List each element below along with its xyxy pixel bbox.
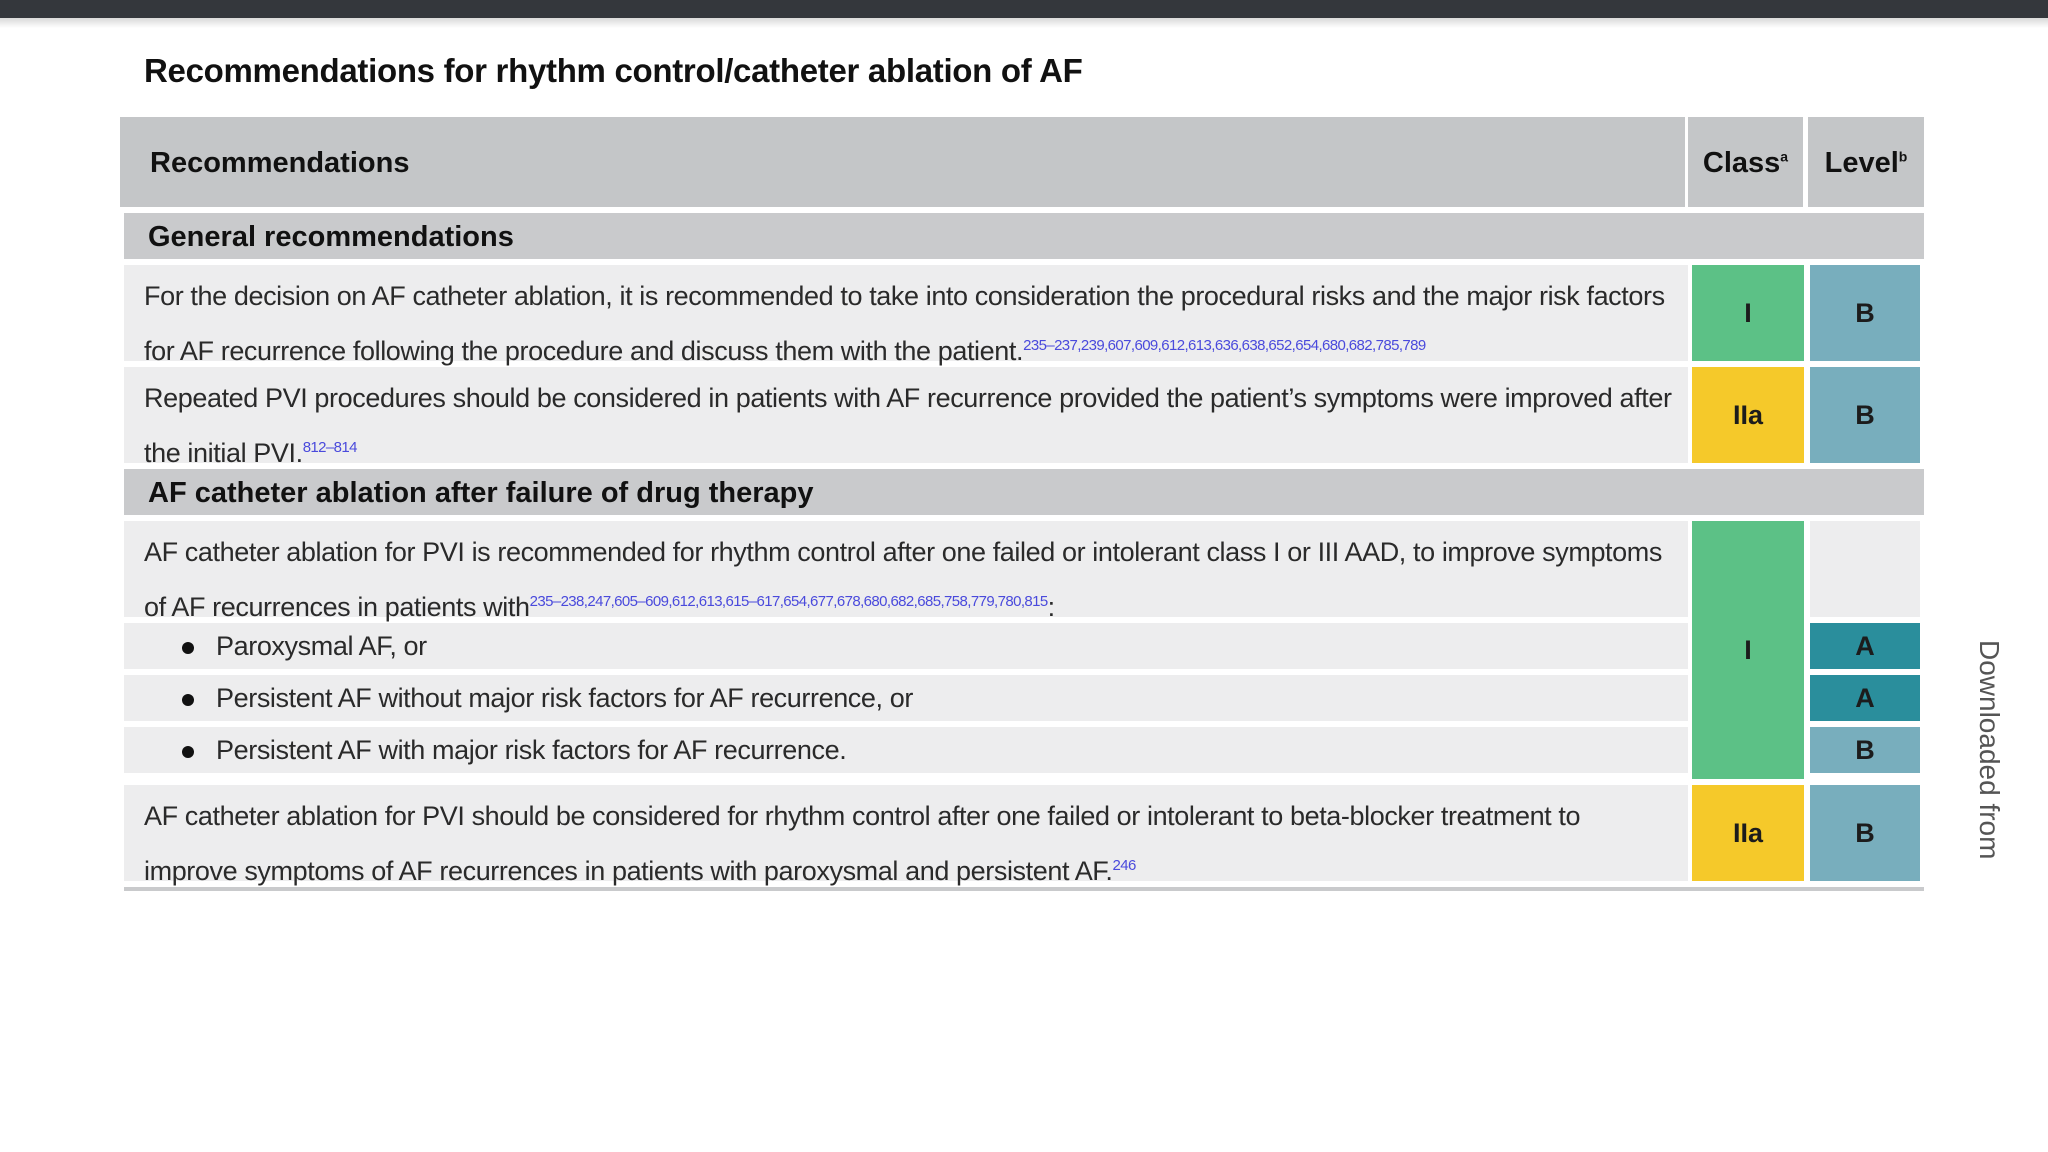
- header-recommendations: Recommendations: [150, 147, 410, 179]
- bullet-cell: [124, 675, 1688, 721]
- class-badge: IIa: [1692, 785, 1804, 881]
- section-ablation-after-drug-failure: [124, 469, 1924, 515]
- section-title: General recommendations: [148, 221, 514, 253]
- table-row: [120, 367, 1924, 468]
- bullet-dot: [182, 694, 194, 706]
- header-recommendations-cell: [120, 117, 1685, 207]
- section-title: AF catheter ablation after failure of drug therapy: [148, 477, 814, 509]
- reference-superscript[interactable]: 235–237,239,607,609,612,613,636,638,652,654,680,682,785,789: [1023, 337, 1426, 354]
- header-level-label: Level: [1824, 147, 1899, 179]
- class-badge: I: [1692, 265, 1804, 361]
- header-level-cell: [1808, 117, 1924, 207]
- level-badge: B: [1810, 785, 1920, 881]
- top-bar-shadow: [0, 18, 2048, 28]
- list-item: [120, 675, 1924, 721]
- download-watermark: Downloaded from: [1974, 640, 2005, 860]
- table-header: [120, 117, 1924, 207]
- table-bottom-rule: [124, 887, 1924, 891]
- top-bar: [0, 0, 2048, 18]
- level-empty-cell: [1810, 521, 1920, 617]
- table-row: [120, 521, 1924, 622]
- recommendation-trailing: :: [1047, 592, 1055, 622]
- table-row: [120, 265, 1924, 366]
- header-class-label: Class: [1702, 147, 1781, 179]
- recommendation-text-cell: [124, 265, 1688, 366]
- bullet-text: Persistent AF without major risk factors for AF recurrence, or: [216, 683, 913, 713]
- list-item: [120, 623, 1924, 669]
- level-badge: A: [1810, 623, 1920, 669]
- level-badge: B: [1810, 265, 1920, 361]
- recommendation-body: For the decision on AF catheter ablation, it is recommended to take into consideration the procedural risks and the major risk factors for AF recurrence following the procedure and discuss them with the patient.: [144, 281, 1665, 366]
- bullet-text: Paroxysmal AF, or: [216, 631, 427, 661]
- recommendation-body: Repeated PVI procedures should be considered in patients with AF recurrence provided the patient’s symptoms were improved after the initial PVI.: [144, 383, 1672, 468]
- level-badge: B: [1810, 727, 1920, 773]
- header-class-footnote: a: [1780, 148, 1789, 165]
- bullet-cell: [124, 727, 1688, 773]
- header-class-cell: [1688, 117, 1803, 207]
- bullet-dot: [182, 642, 194, 654]
- recommendation-text-cell: [124, 521, 1688, 622]
- recommendation-text: [144, 373, 1680, 478]
- recommendation-text: [144, 527, 1680, 632]
- table-title: Recommendations for rhythm control/catheter ablation of AF: [144, 52, 1083, 89]
- recommendation-text-cell: [124, 785, 1688, 886]
- level-badge: A: [1810, 675, 1920, 721]
- level-badge: B: [1810, 367, 1920, 463]
- recommendation-text-cell: [124, 367, 1688, 468]
- class-badge: I: [1692, 521, 1804, 779]
- reference-superscript[interactable]: 246: [1112, 857, 1136, 874]
- recommendation-text: [144, 271, 1680, 376]
- header-class: [1688, 147, 1803, 180]
- list-item: [120, 727, 1924, 773]
- recommendation-body: AF catheter ablation for PVI is recommended for rhythm control after one failed or intolerant class I or III AAD, to improve symptoms of AF recurrences in patients with: [144, 537, 1662, 622]
- class-badge: IIa: [1692, 367, 1804, 463]
- recommendation-body: AF catheter ablation for PVI should be considered for rhythm control after one failed or intolerant to beta-blocker treatment to improve symptoms of AF recurrences in patients with paroxysmal and persistent AF.: [144, 801, 1581, 886]
- table-row: [120, 785, 1924, 886]
- reference-superscript[interactable]: 812–814: [302, 439, 357, 456]
- section-general-recommendations: [124, 213, 1924, 259]
- header-level-footnote: b: [1898, 148, 1908, 165]
- bullet-text: Persistent AF with major risk factors for AF recurrence.: [216, 735, 847, 765]
- header-level: [1808, 147, 1924, 180]
- recommendation-text: [144, 791, 1680, 896]
- bullet-cell: [124, 623, 1688, 669]
- bullet-dot: [182, 746, 194, 758]
- reference-superscript[interactable]: 235–238,247,605–609,612,613,615–617,654,677,678,680,682,685,758,779,780,815: [529, 593, 1048, 610]
